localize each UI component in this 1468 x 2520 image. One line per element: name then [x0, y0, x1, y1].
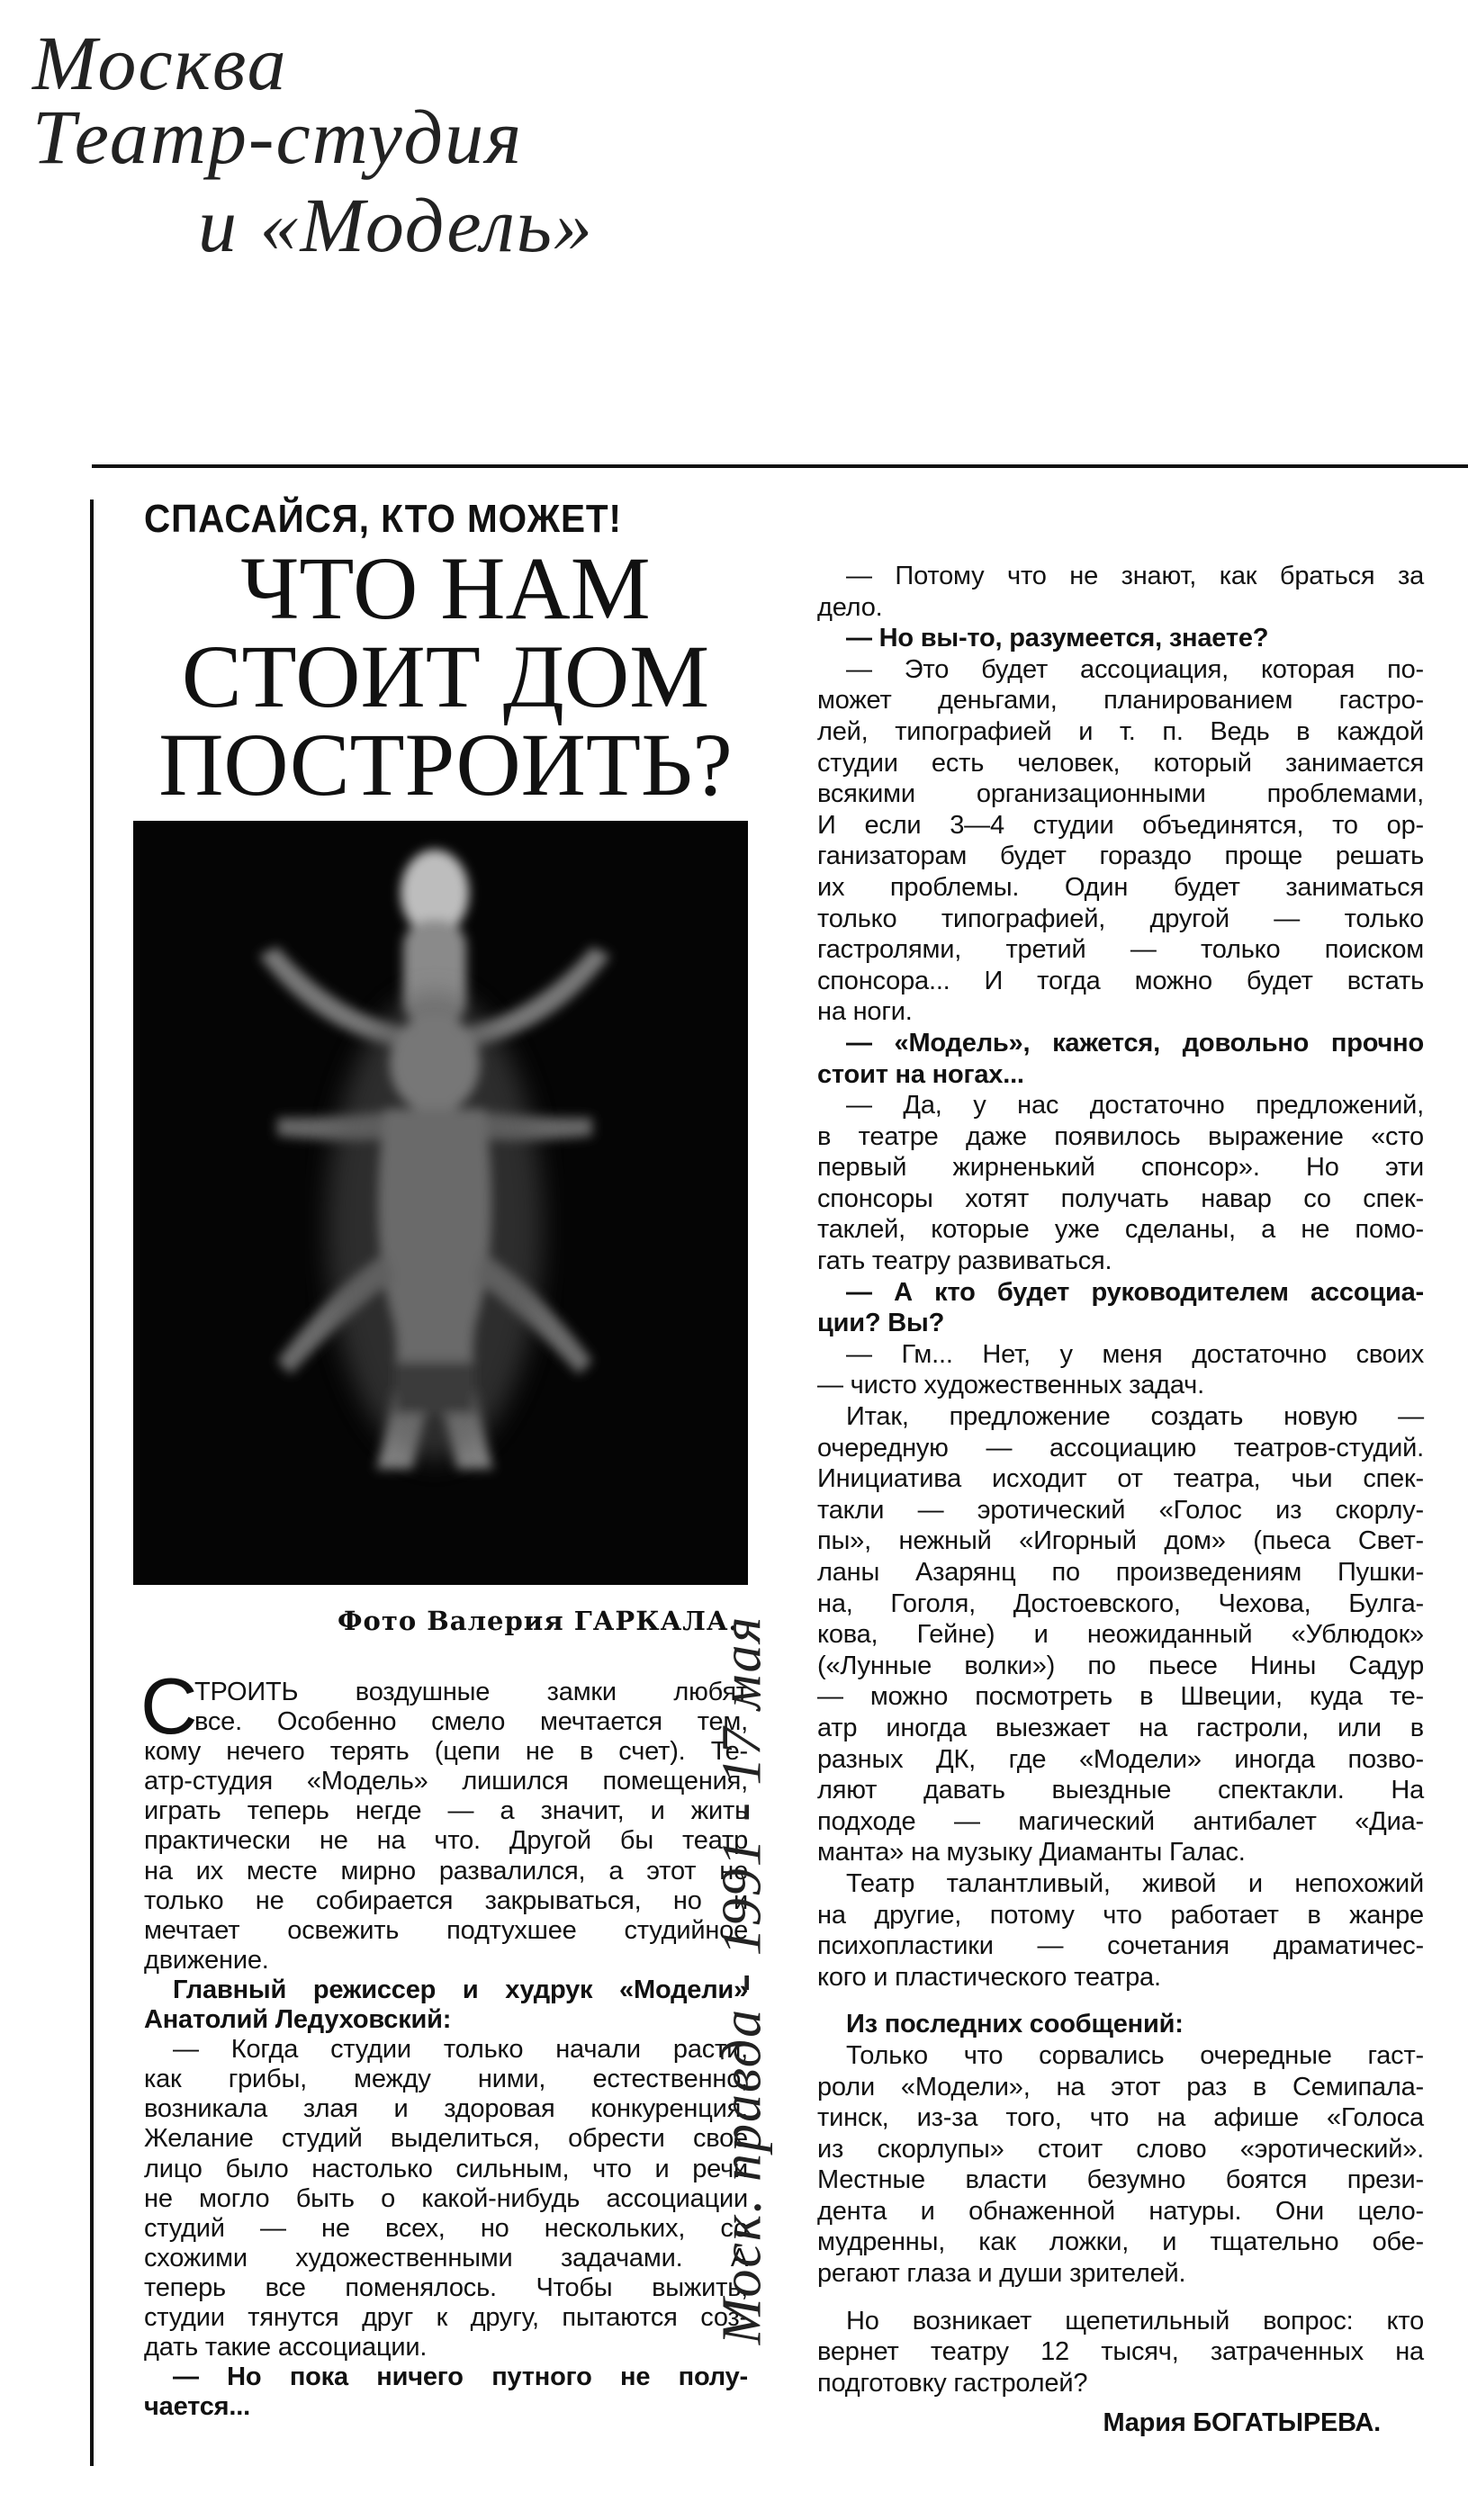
text-line: первый жирненький спонсор». Но эти: [817, 1153, 1424, 1183]
text-line: очередную — ассоциацию театров-студий.: [817, 1433, 1424, 1462]
text-line: только типографией, другой — только: [817, 904, 1424, 933]
text-line: — чисто художественных задач.: [817, 1371, 1204, 1400]
performers-photo-image: [133, 821, 748, 1585]
interview-question: [817, 1028, 1424, 1090]
text-line: Местные власти безумно боятся прези-: [817, 2165, 1424, 2195]
text-line: на их месте мирно развалился, а этот не: [144, 1856, 748, 1886]
text-line: чается...: [144, 2392, 250, 2422]
text-line: Инициатива исходит от театра, чьи спек-: [817, 1464, 1424, 1494]
article-kicker: СПАСАЙСЯ, КТО МОЖЕТ!: [144, 497, 622, 541]
text-line: — А кто будет руководителем ассоциа-: [846, 1277, 1424, 1307]
headline-line: ПОСТРОИТЬ?: [158, 715, 733, 814]
article-column-left: [140, 1661, 748, 2422]
text-line: — Гм... Нет, у меня достаточно своих: [846, 1339, 1424, 1369]
text-line: И если 3—4 студии объединятся, то ор-: [817, 810, 1424, 840]
handwritten-note-theatre: Театр-студия: [32, 94, 524, 180]
paragraph: [140, 1661, 748, 1976]
text-line: — Когда студии только начали расти,: [173, 2035, 748, 2065]
text-line: не могло быть о какой-нибудь ассоциации: [144, 2183, 748, 2213]
text-line: регают глаза и души зрителей.: [817, 2259, 1186, 2289]
article-photo: [133, 821, 748, 1585]
handwritten-note-name: и «Модель»: [198, 182, 595, 268]
paragraph: [817, 2306, 1424, 2399]
text-line: мудренны, как ложки, и тщательно обе-: [817, 2228, 1424, 2257]
text-line: кому нечего терять (цепи не в счет). Те-: [144, 1737, 748, 1767]
paragraph: [817, 561, 1424, 623]
text-line: ляют давать выездные спектакли. На: [817, 1776, 1424, 1805]
text-line: подготовку гастролей?: [817, 2368, 1088, 2398]
text-line: дать такие ассоциации.: [144, 2333, 428, 2362]
text-line: гать театру развиваться.: [817, 1246, 1112, 1276]
photo-caption: Фото Валерия ГАРКАЛА.: [338, 1606, 739, 1636]
text-line: лей, типографией и т. п. Ведь в каждой: [817, 716, 1424, 746]
text-line: Итак, предложение создать новую —: [846, 1402, 1424, 1432]
text-line: практически не на что. Другой бы театр: [144, 1826, 748, 1856]
interview-question: [817, 1277, 1424, 1339]
text-line: пы», нежный «Игорный дом» (пьеса Свет-: [817, 1526, 1424, 1556]
text-line: стоит на ногах...: [817, 1059, 1024, 1089]
text-line: только не собирается закрываться, но и: [144, 1886, 748, 1915]
author-signature: Мария БОГАТЫРЕВА.: [1103, 2408, 1381, 2438]
text-line: на ноги.: [817, 997, 913, 1027]
text-line: («Лунные волки») по пьесе Нины Садур: [817, 1651, 1424, 1680]
text-line: на другие, потому что работает в жанре: [817, 1900, 1424, 1930]
clipping-top-rule: [92, 464, 1468, 468]
text-line: вернет театру 12 тысяч, затраченных на: [817, 2337, 1424, 2367]
text-line: — «Модель», кажется, довольно прочно: [846, 1028, 1424, 1058]
text-line: спонсора... И тогда можно будет встать: [817, 966, 1424, 995]
text-line: — Это будет ассоциация, которая по-: [846, 654, 1424, 684]
text-line: роли «Модели», на этот раз в Семипала-: [817, 2072, 1424, 2102]
text-line: — Но пока ничего путного не полу-: [173, 2362, 748, 2392]
text-line: разных ДК, где «Модели» иногда позво-: [817, 1744, 1424, 1774]
paragraph: [817, 1090, 1424, 1277]
text-line: — Да, у нас достаточно предложений,: [846, 1091, 1424, 1120]
paragraph: [817, 2040, 1424, 2290]
text-line: ганизаторам будет гораздо проще решать: [817, 842, 1424, 871]
text-line: кого и пластического театра.: [817, 1962, 1161, 1992]
text-line: ции? Вы?: [817, 1309, 945, 1338]
text-line: Анатолий Ледуховский:: [144, 2005, 452, 2035]
text-line: дента и обнаженной натуры. Они цело-: [817, 2196, 1424, 2226]
headline-line: СТОИТ ДОМ: [181, 626, 710, 726]
clipping-left-rule: [90, 500, 94, 2466]
text-line: мечтает освежить подтухшее студийное: [144, 1915, 748, 1945]
text-line: все. Особенно смело мечтается тем,: [194, 1707, 748, 1737]
text-line: играть теперь негде — а значит, и жить: [144, 1796, 748, 1826]
text-line: манта» на музыку Диаманты Галас.: [817, 1838, 1246, 1868]
text-line: теперь все поменялось. Чтобы выжить,: [144, 2272, 748, 2302]
interview-question: [817, 623, 1424, 654]
interview-question: [817, 2009, 1424, 2040]
text-line: Но возникает щепетильный вопрос: кто: [846, 2306, 1424, 2336]
text-line: тинск, из-за того, что на афише «Голоса: [817, 2103, 1424, 2133]
text-line: Главный режиссер и худрук «Модели»: [173, 1975, 748, 2004]
interview-question: [144, 2362, 748, 2422]
text-line: всякими организационными проблемами,: [817, 779, 1424, 809]
text-line: из скорлупы» стоит слово «эротический».: [817, 2134, 1424, 2164]
text-line: дело.: [817, 592, 883, 622]
text-line: таклей, которые уже сделаны, а не помо-: [817, 1215, 1424, 1245]
text-line: — Потому что не знают, как браться за: [846, 562, 1424, 590]
text-line: атр-студия «Модель» лишился помещения,: [144, 1767, 748, 1796]
paragraph: [817, 1401, 1424, 1868]
text-line: — можно посмотреть в Швеции, куда те-: [817, 1682, 1424, 1712]
text-line: спонсоры хотят получать навар со спек-: [817, 1184, 1424, 1213]
text-line: ланы Азарянц по произведениям Пушки-: [817, 1558, 1424, 1587]
text-line: Только что сорвались очередные гаст-: [846, 2040, 1424, 2070]
drop-cap: С: [140, 1661, 198, 1750]
text-line: в театре даже появилось выражение «сто: [817, 1121, 1424, 1151]
text-line: гастролями, третий — только поиском: [817, 935, 1424, 965]
text-line: Театр талантливый, живой и непохожий: [846, 1868, 1424, 1898]
text-line: — Но вы-то, разумеется, знаете?: [846, 624, 1269, 653]
text-line: подходе — магический антибалет «Диа-: [817, 1806, 1424, 1836]
paragraph: [144, 2035, 748, 2362]
text-line: их проблемы. Один будет заниматься: [817, 872, 1424, 902]
article-column-right: [817, 561, 1424, 2439]
text-line: Желание студий выделиться, обрести свое: [144, 2124, 748, 2154]
text-line: лицо было настолько сильным, что и речи: [144, 2154, 748, 2183]
text-line: движение.: [144, 1945, 269, 1975]
text-line: может деньгами, планированием гастро-: [817, 686, 1424, 716]
text-line: ТРОИТЬ воздушные замки любят: [194, 1678, 748, 1706]
text-line: атр иногда выезжает на гастроли, или в: [817, 1713, 1424, 1742]
headline-line: ЧТО НАМ: [240, 538, 651, 638]
paragraph: [817, 1339, 1424, 1401]
text-line: студии есть человек, который занимается: [817, 748, 1424, 778]
text-line: студий — не всех, но нескольких, со: [144, 2213, 748, 2243]
text-line: такли — эротический «Голос из скорлу-: [817, 1495, 1424, 1525]
text-line: возникала злая и здоровая конкуренция.: [144, 2094, 748, 2124]
text-line: схожими художественными задачами. А: [144, 2243, 748, 2272]
text-line: как грибы, между ними, естественно,: [144, 2065, 748, 2094]
text-line: на, Гоголя, Достоевского, Чехова, Булга-: [817, 1588, 1424, 1618]
text-line: студии тянутся друг к другу, пытаются соз-: [144, 2302, 748, 2332]
text-line: Из последних сообщений:: [846, 2010, 1184, 2039]
article-headline: [135, 538, 756, 814]
text-line: психопластики — сочетания драматичес-: [817, 1931, 1424, 1961]
interview-question: [144, 1976, 748, 2035]
text-line: кова, Гейне) и неожиданный «Ублюдок»: [817, 1620, 1424, 1650]
paragraph: [817, 1868, 1424, 1993]
paragraph: [817, 654, 1424, 1028]
handwritten-note-city: Москва: [32, 20, 288, 106]
handwritten-source-note: Моск. правда - 1991 - 17 мая: [711, 1615, 773, 2345]
